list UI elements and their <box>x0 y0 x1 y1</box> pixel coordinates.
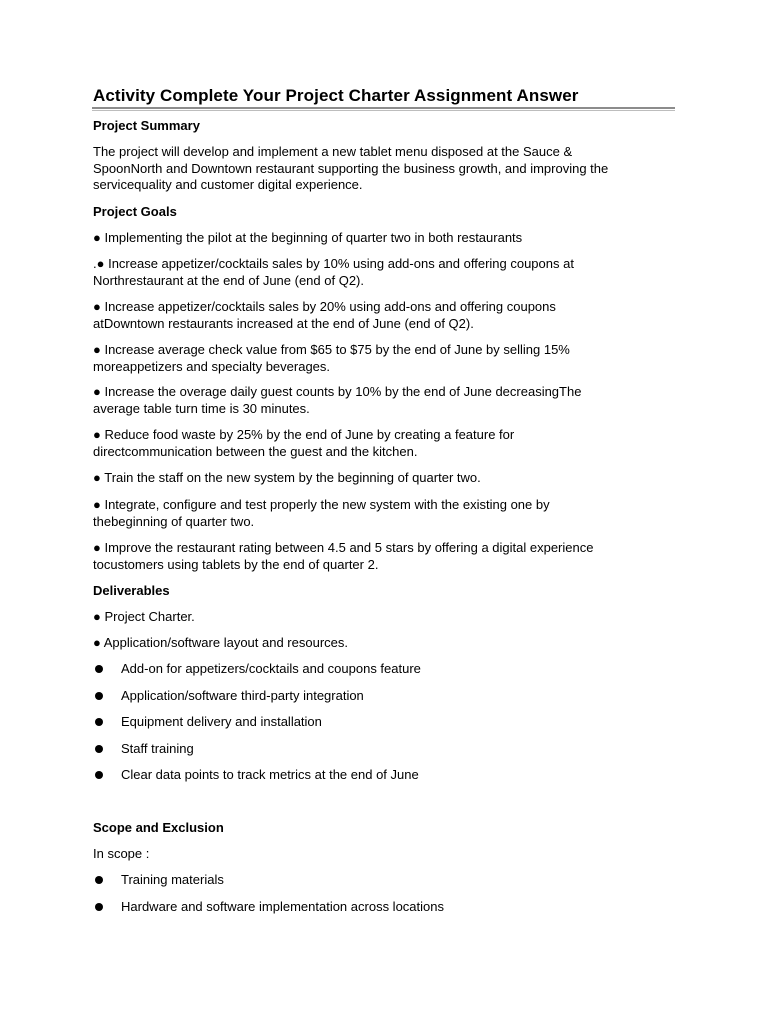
goal-line: ● Improve the restaurant rating between 4.5 and 5 stars by offering a digital experience <box>93 540 594 555</box>
goal-item <box>93 230 668 247</box>
project-summary-text <box>93 144 668 194</box>
goal-line: ● Integrate, configure and test properly the new system with the existing one by <box>93 497 550 512</box>
deliverable-line: ● Application/software layout and resources. <box>93 635 348 650</box>
title-underline-secondary <box>92 110 675 111</box>
summary-line: The project will develop and implement a new tablet menu disposed at the Sauce & <box>93 144 573 159</box>
in-scope-bullet-text: Hardware and software implementation across locations <box>121 899 444 914</box>
bullet-icon <box>95 771 103 779</box>
goal-line: Northrestaurant at the end of June (end of Q2). <box>93 272 364 288</box>
in-scope-bullet-text: Training materials <box>121 872 224 887</box>
summary-line: SpoonNorth and Downtown restaurant supporting the business growth, and improving the <box>93 160 609 176</box>
bullet-icon <box>95 876 103 884</box>
in-scope-label <box>93 846 668 863</box>
deliverable-bullet-text: Add-on for appetizers/cocktails and coupons feature <box>121 661 421 676</box>
deliverable-item <box>93 635 668 652</box>
deliverables-heading: Deliverables <box>93 583 170 598</box>
goal-line: tocustomers using tablets by the end of quarter 2. <box>93 556 379 572</box>
goal-line: ● Increase average check value from $65 to $75 by the end of June by selling 15% <box>93 342 570 357</box>
goal-item <box>93 342 668 375</box>
goal-item <box>93 299 668 332</box>
deliverable-item <box>93 609 668 626</box>
goal-line: directcommunication between the guest and the kitchen. <box>93 443 418 459</box>
goal-item <box>93 497 668 530</box>
goal-line: moreappetizers and specialty beverages. <box>93 358 331 374</box>
bullet-icon <box>95 718 103 726</box>
goal-item <box>93 427 668 460</box>
project-summary-heading: Project Summary <box>93 118 200 133</box>
goal-line: ● Increase appetizer/cocktails sales by 20% using add-ons and offering coupons <box>93 299 556 314</box>
goal-line: ● Implementing the pilot at the beginning of quarter two in both restaurants <box>93 230 523 245</box>
title-underline <box>92 107 675 109</box>
goal-line: .● Increase appetizer/cocktails sales by 10% using add-ons and offering coupons at <box>93 256 574 271</box>
goal-line: ● Train the staff on the new system by the beginning of quarter two. <box>93 470 481 485</box>
bullet-icon <box>95 665 103 673</box>
deliverable-bullet-text: Equipment delivery and installation <box>121 714 322 729</box>
bullet-icon <box>95 903 103 911</box>
deliverable-bullet-text: Clear data points to track metrics at the end of June <box>121 767 419 782</box>
goal-line: thebeginning of quarter two. <box>93 513 255 529</box>
document-title: Activity Complete Your Project Charter Assignment Answer <box>93 86 579 105</box>
goal-item <box>93 540 668 573</box>
goal-item <box>93 470 668 487</box>
bullet-icon <box>95 692 103 700</box>
project-goals-heading: Project Goals <box>93 204 177 219</box>
deliverable-line: ● Project Charter. <box>93 609 195 624</box>
goal-item <box>93 384 668 417</box>
scope-heading: Scope and Exclusion <box>93 820 224 835</box>
deliverable-bullet-text: Staff training <box>121 741 194 756</box>
goal-line: atDowntown restaurants increased at the end of June (end of Q2). <box>93 315 474 331</box>
summary-line: servicequality and customer digital experience. <box>93 177 363 192</box>
goal-line: ● Reduce food waste by 25% by the end of June by creating a feature for <box>93 427 515 442</box>
deliverable-bullet-text: Application/software third-party integration <box>121 688 364 703</box>
bullet-icon <box>95 745 103 753</box>
goal-line: ● Increase the overage daily guest counts by 10% by the end of June decreasingThe <box>93 384 582 399</box>
in-scope-label-text: In scope : <box>93 846 150 861</box>
goal-item <box>93 256 668 289</box>
goal-line: average table turn time is 30 minutes. <box>93 400 310 416</box>
